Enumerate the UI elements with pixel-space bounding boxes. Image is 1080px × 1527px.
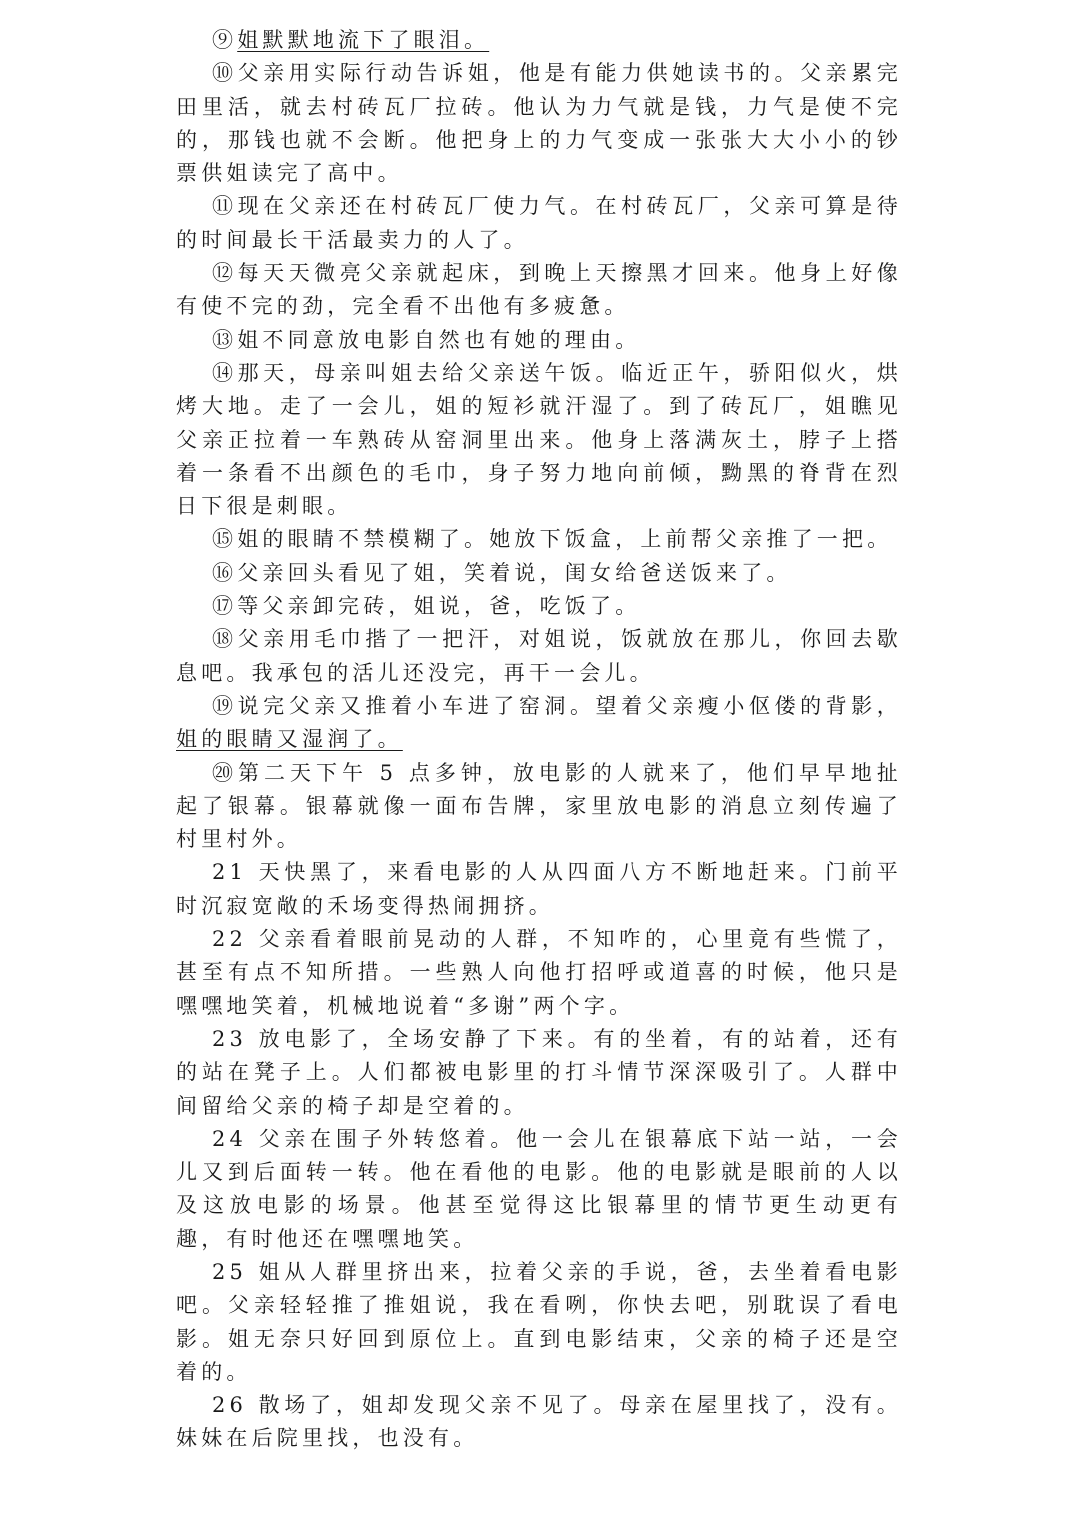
paragraph-text: 姐不同意放电影自然也有她的理由。 [237, 327, 641, 352]
paragraph-text: 姐的眼睛不禁模糊了。她放下饭盒，上前帮父亲推了一把。 [237, 527, 893, 552]
paragraph-number: 25 [212, 1259, 259, 1284]
paragraph-21 [176, 856, 902, 923]
paragraph-17 [176, 590, 902, 623]
paragraph-19 [176, 690, 902, 757]
paragraph-15 [176, 523, 902, 556]
paragraph-number: ⑯ [212, 560, 238, 585]
paragraph-number: ⑳ [212, 760, 238, 785]
paragraph-number: ⑩ [212, 61, 238, 86]
paragraph-text: 父亲用实际行动告诉姐，他是有能力供她读书的。父亲累完田里活，就去村砖瓦厂拉砖。他认为力气就是钱，力气是使不完的，那钱也就不会断。他把身上的力气变成一张张大大小小的钞票供姐读完了高中。 [176, 61, 903, 186]
document-page [176, 24, 902, 1456]
paragraph-text: 姐从人群里挤出来，拉着父亲的手说，爸，去坐着看电影吧。父亲轻轻推了推姐说，我在看咧，你快去吧，别耽误了看电影。姐无奈只好回到原位上。直到电影结束，父亲的椅子还是空着的。 [176, 1259, 903, 1384]
paragraph-22 [176, 923, 902, 1023]
paragraph-text: 那天，母亲叫姐去给父亲送午饭。临近正午，骄阳似火，烘烤大地。走了一会儿，姐的短衫就汗湿了。到了砖瓦厂，姐瞧见父亲正拉着一车熟砖从窑洞里出来。他身上落满灰土，脖子上搭着一条看不出颜色的毛巾，身子努力地向前倾，黝黑的脊背在烈日下很是刺眼。 [176, 360, 903, 519]
paragraph-text: 第二天下午 5 点多钟，放电影的人就来了，他们早早地扯起了银幕。银幕就像一面布告牌，家里放电影的消息立刻传遍了村里村外。 [176, 760, 903, 852]
paragraph-23 [176, 1023, 902, 1123]
paragraph-12 [176, 257, 902, 324]
paragraph-number: ⑪ [212, 194, 238, 219]
paragraph-14 [176, 357, 902, 523]
paragraph-26 [176, 1389, 902, 1456]
paragraph-number: ⑫ [212, 261, 238, 286]
paragraph-number: 22 [212, 927, 259, 952]
paragraph-text: 父亲看着眼前晃动的人群，不知咋的，心里竟有些慌了，甚至有点不知所措。一些熟人向他打招呼或道喜的时候，他只是嘿嘿地笑着，机械地说着“多谢”两个字。 [176, 927, 903, 1018]
paragraph-number: ⑱ [212, 627, 238, 652]
paragraph-text: 父亲用毛巾揩了一把汗，对姐说，饭就放在那儿，你回去歇息吧。我承包的活儿还没完，再干一会儿。 [176, 627, 903, 685]
paragraph-text: 现在父亲还在村砖瓦厂使力气。在村砖瓦厂，父亲可算是待的时间最长干活最卖力的人了。 [176, 194, 903, 252]
paragraph-number: ⑲ [212, 693, 238, 718]
paragraph-11 [176, 190, 902, 257]
paragraph-number: 24 [212, 1126, 259, 1151]
paragraph-20 [176, 757, 902, 857]
paragraph-number: 21 [212, 860, 259, 885]
paragraph-10 [176, 57, 902, 190]
paragraph-number: ⑰ [212, 594, 238, 619]
paragraph-text: 放电影了，全场安静了下来。有的坐着，有的站着，还有的站在凳子上。人们都被电影里的打斗情节深深吸引了。人群中间留给父亲的椅子却是空着的。 [176, 1026, 903, 1118]
paragraph-25 [176, 1256, 902, 1389]
paragraph-number: 26 [212, 1393, 259, 1418]
paragraph-text: 说完父亲又推着小车进了窑洞。望着父亲瘦小伛偻的背影， [237, 693, 903, 718]
paragraph-number: ⑭ [212, 360, 238, 385]
underlined-text: 姐默默地流下了眼泪。 [237, 28, 490, 52]
paragraph-number: ⑬ [212, 327, 238, 352]
paragraph-text: 父亲在围子外转悠着。他一会儿在银幕底下站一站，一会儿又到后面转一转。他在看他的电影。他的电影就是眼前的人以及这放电影的场景。他甚至觉得这比银幕里的情节更生动更有趣，有时他还在嘿嘿地笑。 [176, 1126, 903, 1251]
paragraph-9 [176, 24, 902, 57]
paragraph-text: 父亲回头看见了姐，笑着说，闺女给爸送饭来了。 [237, 560, 792, 585]
paragraph-text: 天快黑了，来看电影的人从四面八方不断地赶来。门前平时沉寂宽敞的禾场变得热闹拥挤。 [176, 860, 903, 918]
paragraph-number: ⑮ [212, 527, 238, 552]
paragraph-18 [176, 623, 902, 690]
paragraph-16 [176, 557, 902, 590]
paragraph-number: ⑨ [212, 28, 238, 52]
paragraph-24 [176, 1123, 902, 1256]
paragraph-13 [176, 324, 902, 357]
underlined-text: 姐的眼睛又湿润了。 [176, 727, 403, 752]
paragraph-text: 每天天微亮父亲就起床，到晚上天擦黑才回来。他身上好像有使不完的劲，完全看不出他有多疲惫。 [176, 261, 903, 319]
paragraph-text: 散场了，姐却发现父亲不见了。母亲在屋里找了，没有。妹妹在后院里找，也没有。 [176, 1393, 903, 1451]
paragraph-text: 等父亲卸完砖，姐说，爸，吃饭了。 [237, 594, 641, 619]
paragraph-number: 23 [212, 1026, 259, 1051]
